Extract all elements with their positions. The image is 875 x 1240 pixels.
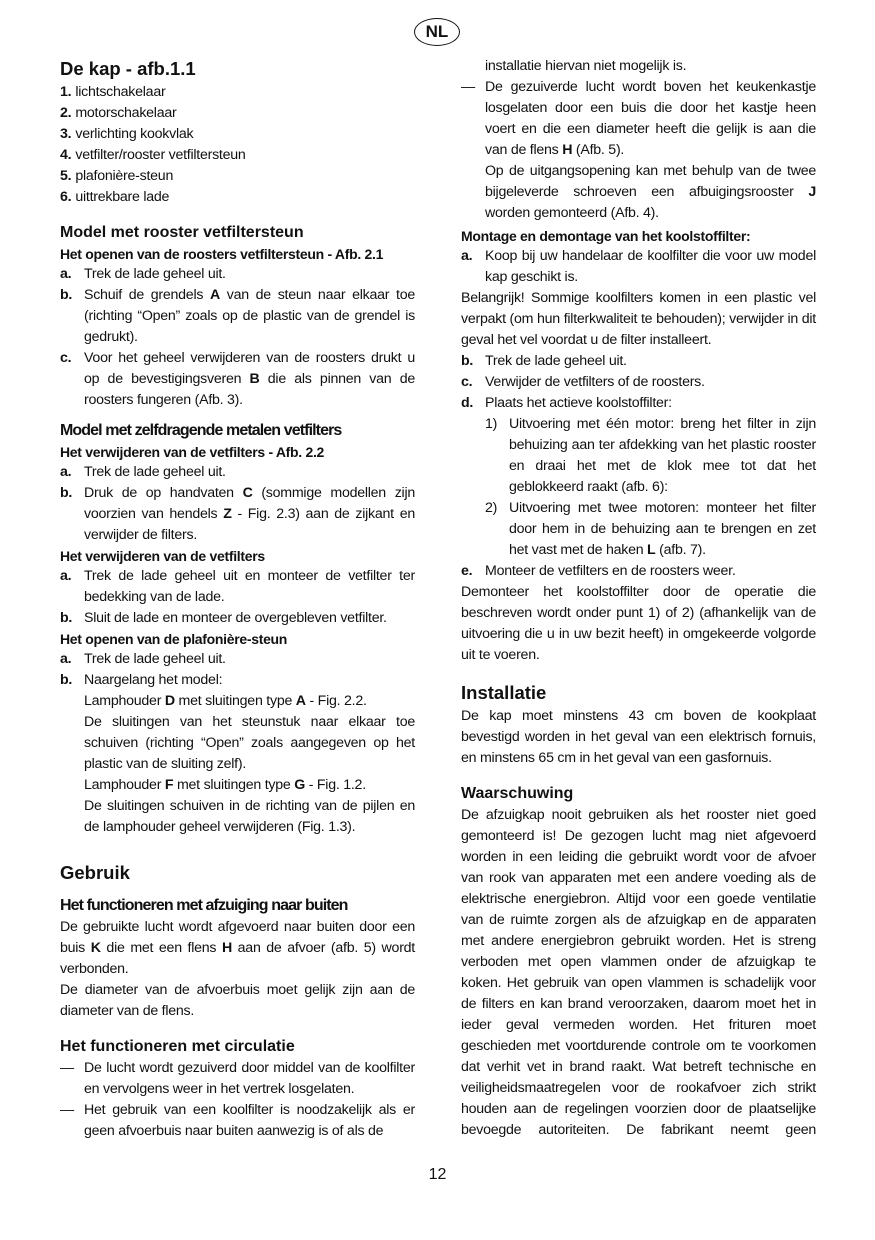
section-title-kap: De kap - afb.1.1 bbox=[60, 58, 196, 79]
dash-item: — De gezuiverde lucht wordt boven het keukenkastje losgelaten door een buis die door het kastje heen voert en die een diameter heeft die gelijk is aan die van de flens H (Afb. 5). bbox=[461, 79, 816, 158]
section-title-afzuiging: Het functioneren met afzuiging naar buiten bbox=[60, 897, 348, 914]
step-detail: Lamphouder F met sluitingen type G - Fig. 1.2. bbox=[84, 777, 366, 793]
step-item: a. Trek de lade geheel uit. bbox=[60, 651, 226, 667]
list-item: 4. vetfilter/rooster vetfiltersteun bbox=[60, 147, 246, 163]
list-item: 1. lichtschakelaar bbox=[60, 84, 166, 100]
list-item: 3. verlichting kookvlak bbox=[60, 126, 194, 142]
step-item: c. Voor het geheel verwijderen van de roosters drukt u op de bevestigingsveren B die als pinnen van de roosters fungeren (Afb. 3). bbox=[60, 350, 415, 408]
step-detail: De sluitingen van het steunstuk naar elkaar toe schuiven (richting “Open” zoals aangegeven op het plastic van de sluiting zelf). bbox=[84, 714, 415, 772]
dash-continuation: installatie hiervan niet mogelijk is. bbox=[485, 58, 687, 74]
subheading-zelfdragend: Het verwijderen van de vetfilters - Afb. 2.2 bbox=[60, 444, 325, 460]
step-item: e. Monteer de vetfilters en de roosters weer. bbox=[461, 563, 736, 579]
paragraph: De afzuigkap nooit gebruiken als het rooster niet goed gemonteerd is! De gezogen lucht mag niet afgevoerd worden in een leiding die gebruikt wordt voor de afvoer van rook van apparaten met een andere voeding als de elektrische energiebron. Altijd voor een goede ventilatie van de ruimte zorgen als de afzuigkap en de apparaten met andere energiebron gebruikt worden. Het is streng verboden met open vlammen onder de afzuigkap te koken. Het gebruik van open vlammen is schadelijk voor de filters en kan brand veroorzaken, daarom moet het in ieder geval vermeden worden. Het frituren moet geschieden met voortdurende controle om te voorkomen dat verhit vet in brand raakt. Wat betreft technische en veiligheidsmaatregelen voor de rookafvoer zich strikt houden aan de regelingen voorzien door de plaatselijke bevoegde autoriteiten. De fabrikant neemt geen bbox=[461, 807, 816, 1138]
paragraph: De kap moet minstens 43 cm boven de kookplaat bevestigd worden in het geval van een elektrisch fornuis, en minstens 65 cm in het geval van een gasfornuis. bbox=[461, 708, 816, 766]
paragraph: Belangrijk! Sommige koolfilters komen in een plastic vel verpakt (om hun filterkwaliteit te behouden); verwijder in dit geval het vel voordat u de filter installeert. bbox=[461, 290, 816, 348]
step-item: c. Verwijder de vetfilters of de roosters. bbox=[461, 374, 705, 390]
step-item: a. Trek de lade geheel uit. bbox=[60, 266, 226, 282]
section-title-rooster: Model met rooster vetfiltersteun bbox=[60, 224, 304, 241]
kap-parts-list bbox=[60, 82, 415, 208]
subheading-vetfilters: Het verwijderen van de vetfilters bbox=[60, 548, 265, 564]
sub-step-item: 1) Uitvoering met één motor: breng het filter in zijn behuizing aan ter afdekking van het plastic rooster en draai het met de klok mee tot dat het geblokkeerd raakt (afb. 6): bbox=[485, 416, 816, 495]
section-title-waarschuwing: Waarschuwing bbox=[461, 785, 574, 802]
step-item: b. Druk de op handvaten C (sommige modellen zijn voorzien van hendels Z - Fig. 2.3) aan de zijkant en verwijder de filters. bbox=[60, 485, 415, 543]
subheading-koolstoffilter: Montage en demontage van het koolstoffilter: bbox=[461, 228, 751, 244]
list-item: 6. uittrekbare lade bbox=[60, 189, 170, 205]
step-item: b. Naargelang het model: bbox=[60, 672, 223, 688]
left-column bbox=[60, 56, 415, 1142]
section-title-zelfdragend: Model met zelfdragende metalen vetfilters bbox=[60, 422, 342, 439]
section-title-installatie: Installatie bbox=[461, 682, 547, 703]
step-item: b. Trek de lade geheel uit. bbox=[461, 353, 627, 369]
paragraph: Demonteer het koolstoffilter door de operatie die beschreven wordt onder punt 1) of 2) (afhankelijk van de uitvoering die u in uw bezit heeft) in omgekeerde volgorde uit te voeren. bbox=[461, 584, 816, 663]
step-detail: Op de uitgangsopening kan met behulp van de twee bijgeleverde schroeven een afbuigingsrooster J worden gemonteerd (Afb. 4). bbox=[485, 163, 816, 221]
subheading-rooster: Het openen van de roosters vetfiltersteun - Afb. 2.1 bbox=[60, 246, 384, 262]
section-title-gebruik: Gebruik bbox=[60, 862, 130, 883]
language-badge: NL bbox=[414, 18, 460, 46]
step-item: a. Trek de lade geheel uit en monteer de vetfilter ter bedekking van de lade. bbox=[60, 568, 415, 605]
right-column bbox=[461, 56, 816, 1141]
list-item: 2. motorschakelaar bbox=[60, 105, 177, 121]
page-number: 12 bbox=[428, 1166, 447, 1183]
section-title-circulatie: Het functioneren met circulatie bbox=[60, 1038, 295, 1055]
paragraph: De gebruikte lucht wordt afgevoerd naar buiten door een buis K die met een flens H aan de afvoer (afb. 5) wordt verbonden. bbox=[60, 919, 416, 977]
step-item: b. Schuif de grendels A van de steun naar elkaar toe (richting “Open” zoals op de plastic van de grendel is gedrukt). bbox=[60, 287, 415, 345]
step-item: d. Plaats het actieve koolstoffilter: bbox=[461, 395, 672, 411]
step-item: b. Sluit de lade en monteer de overgebleven vetfilter. bbox=[60, 610, 387, 626]
step-detail: De sluitingen schuiven in de richting van de pijlen en de lamphouder geheel verwijderen (Fig. 1.3). bbox=[84, 798, 415, 835]
list-item: 5. plafonière-steun bbox=[60, 168, 174, 184]
sub-step-item: 2) Uitvoering met twee motoren: monteer het filter door hem in de behuizing aan te brengen en zet het vast met de haken L (afb. 7). bbox=[485, 500, 816, 558]
paragraph: De diameter van de afvoerbuis moet gelijk zijn aan de diameter van de flens. bbox=[60, 982, 415, 1019]
dash-item: — Het gebruik van een koolfilter is noodzakelijk als er geen afvoerbuis naar buiten aanwezig is of als de bbox=[60, 1102, 415, 1139]
step-item: a. Koop bij uw handelaar de koolfilter die voor uw model kap geschikt is. bbox=[461, 248, 816, 285]
dash-item: — De lucht wordt gezuiverd door middel van de koolfilter en vervolgens weer in het vertrek losgelaten. bbox=[60, 1060, 415, 1097]
step-detail: Lamphouder D met sluitingen type A - Fig. 2.2. bbox=[84, 693, 367, 709]
subheading-plafoniere: Het openen van de plafonière-steun bbox=[60, 631, 288, 647]
step-item: a. Trek de lade geheel uit. bbox=[60, 464, 226, 480]
